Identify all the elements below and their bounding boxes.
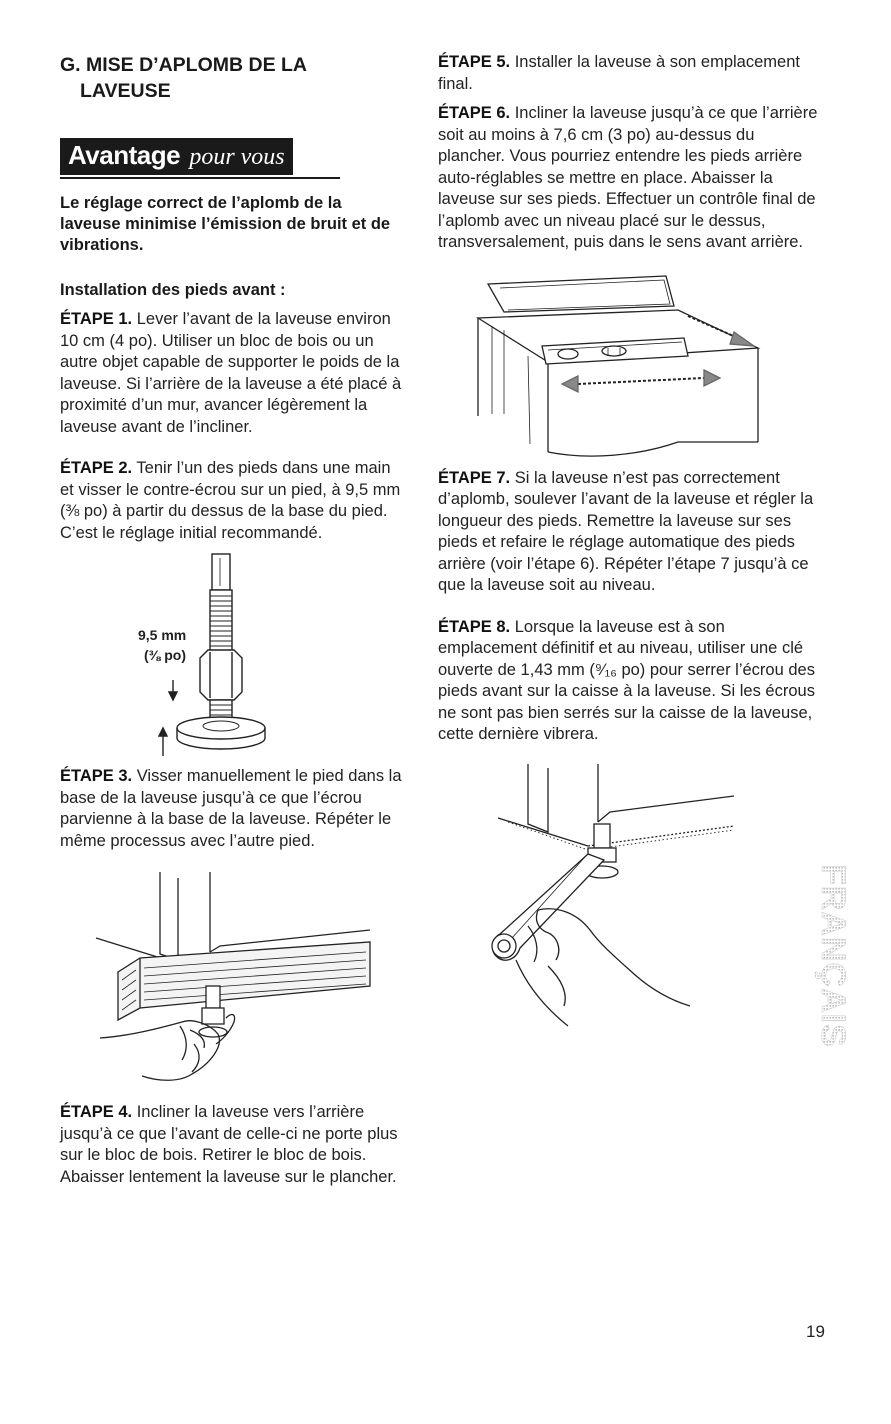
step-4-text: Incliner la laveuse vers l’arrière jusqu’à ce que l’avant de celle-ci ne porte plus sur le bloc de bois. Retirer le bloc de bois. Abaisser lentement la laveuse sur le plancher. xyxy=(60,1103,398,1186)
foot-locknut-figure xyxy=(60,552,402,758)
banner-underline xyxy=(60,177,340,179)
banner-word-2: pour vous xyxy=(189,144,285,170)
banner-word-1: Avantage xyxy=(68,140,181,170)
side-tab-text: FRANÇAIS xyxy=(814,864,853,1048)
step-2-label: ÉTAPE 2. xyxy=(60,459,133,477)
wrench-figure xyxy=(438,760,823,1050)
step-1-label: ÉTAPE 1. xyxy=(60,310,133,328)
washer-level-figure xyxy=(438,266,823,462)
side-tab-francais xyxy=(814,858,853,1136)
step-4-label: ÉTAPE 4. xyxy=(60,1103,133,1121)
step-6-label: ÉTAPE 6. xyxy=(438,104,511,122)
lead-text: Le réglage correct de l’aplomb de la laveuse minimise l’émission de bruit et de vibrations. xyxy=(60,194,391,254)
foot-dim-in: (⅜ po) xyxy=(144,647,186,663)
step-4 xyxy=(60,1102,402,1188)
step-2 xyxy=(60,458,402,544)
front-feet-heading: Installation des pieds avant : xyxy=(60,281,286,299)
step-7-text: Si la laveuse n’est pas correctement d’aplomb, soulever l’avant de la laveuse et régler la longueur des pieds. Remettre la laveuse sur ses pieds et refaire le réglage automatique des pieds arrière (voir l’étape 6). Répéter l’étape 7 jusqu’à ce que la laveuse soit au niveau. xyxy=(438,468,814,594)
wood-block-figure xyxy=(60,868,402,1088)
advantage-banner xyxy=(60,138,293,175)
right-column xyxy=(438,52,823,1050)
step-3-label: ÉTAPE 3. xyxy=(60,767,133,785)
step-6-text: Incliner la laveuse jusqu’à ce que l’arrière soit au moins à 7,6 cm (3 po) au-dessus du plancher. Vous pourriez entendre les pieds arrière auto-réglables se mettre en place. Abaisser la laveuse sur ses pieds. Effectuer un contrôle final de l’aplomb avec un niveau placé sur le dessus, transversalement, puis dans le sens avant arrière. xyxy=(438,104,818,251)
step-5-label: ÉTAPE 5. xyxy=(438,53,511,71)
step-2-text: Tenir l’un des pieds dans une main et visser le contre-écrou sur un pied, à 9,5 mm (⅜ po) à partir du dessus de la base du pied. C’est le réglage initial recommandé. xyxy=(60,459,401,542)
step-7-label: ÉTAPE 7. xyxy=(438,468,511,487)
step-8-text: Lorsque la laveuse est à son emplacement définitif et au niveau, utiliser une clé ouverte de 1,43 mm (⁹⁄₁₆ po) pour serrer l’écrou des pieds avant sur la caisse à la laveuse. Si les écrous ne sont pas bien serrés sur la caisse de la laveuse, cette dernière vibrera. xyxy=(438,617,815,743)
step-7 xyxy=(438,468,823,597)
left-column xyxy=(60,52,402,1188)
page-number: 19 xyxy=(806,1322,825,1341)
step-5 xyxy=(438,52,823,95)
step-8 xyxy=(438,617,823,746)
section-title: G. MISE D’APLOMB DE LA LAVEUSE xyxy=(60,54,307,102)
step-5-text: Installer la laveuse à son emplacement final. xyxy=(438,53,800,93)
step-3-text: Visser manuellement le pied dans la base de la laveuse jusqu’à ce que l’écrou parvienne à la base de la laveuse. Répéter le même processus avec l’autre pied. xyxy=(60,767,402,850)
step-1-text: Lever l’avant de la laveuse environ 10 cm (4 po). Utiliser un bloc de bois ou un autre objet capable de supporter le poids de la laveuse. Si l’arrière de la laveuse a été placé à proximité d’un mur, avancer légèrement la laveuse avant de l’incliner. xyxy=(60,310,402,436)
foot-dim-mm: 9,5 mm xyxy=(138,627,187,643)
step-3 xyxy=(60,766,402,852)
step-6 xyxy=(438,103,823,254)
step-8-label: ÉTAPE 8. xyxy=(438,617,511,636)
step-1 xyxy=(60,309,402,438)
